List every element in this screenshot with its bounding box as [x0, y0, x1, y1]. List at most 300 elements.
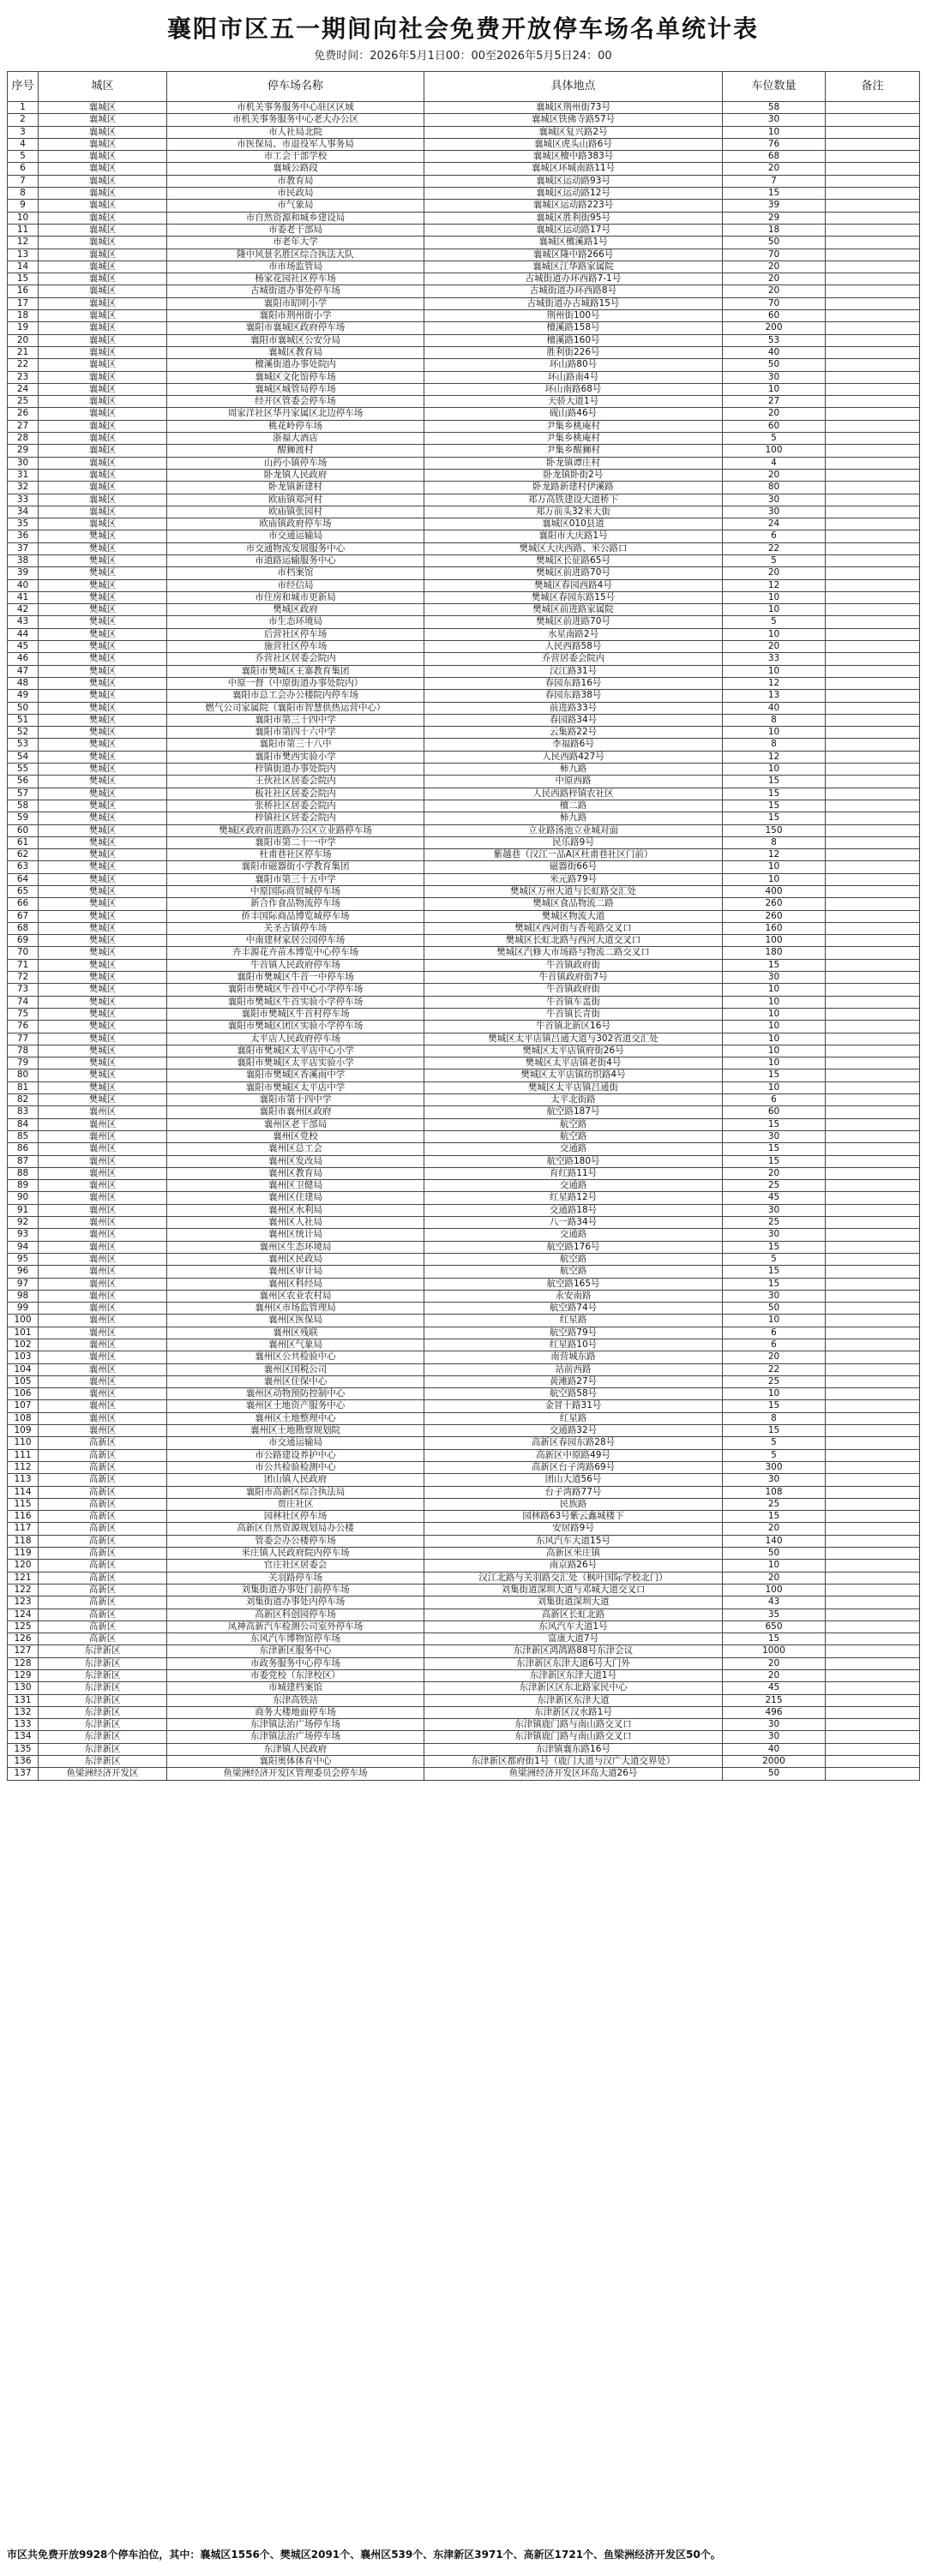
- table-row: [8, 542, 920, 554]
- table-row: [8, 1743, 920, 1755]
- cell-lot-name: 市民政局: [167, 188, 424, 200]
- cell-remarks: [826, 1535, 920, 1547]
- cell-lot-name: 关羽路停车场: [167, 1572, 424, 1584]
- cell-district: 襄州区: [39, 1130, 167, 1142]
- cell-index: 17: [8, 297, 39, 309]
- table-row: [8, 1498, 920, 1510]
- cell-location: 樊城区前进路家属院: [424, 604, 723, 616]
- cell-index: 23: [8, 371, 39, 383]
- cell-district: 襄州区: [39, 1375, 167, 1387]
- cell-lot-name: 梓镇街道办事处院内: [167, 764, 424, 776]
- cell-lot-name: 襄州区卫健局: [167, 1180, 424, 1192]
- cell-remarks: [826, 591, 920, 603]
- cell-lot-name: 周家洋社区华丹家属区北边停车场: [167, 408, 424, 420]
- cell-lot-name: 卧龙镇人民政府: [167, 469, 424, 481]
- cell-spaces: 300: [723, 1461, 826, 1473]
- cell-index: 122: [8, 1584, 39, 1596]
- cell-index: 68: [8, 922, 39, 934]
- table-row: [8, 935, 920, 947]
- cell-index: 81: [8, 1081, 39, 1093]
- cell-remarks: [826, 433, 920, 445]
- cell-lot-name: 襄阳市樊城区牛首一中停车场: [167, 972, 424, 984]
- cell-district: 襄城区: [39, 212, 167, 224]
- table-row: [8, 1130, 920, 1142]
- cell-location: 东津新区区东北路家民中心: [424, 1682, 723, 1694]
- cell-remarks: [826, 1400, 920, 1412]
- cell-index: 97: [8, 1278, 39, 1290]
- table-row: [8, 751, 920, 763]
- cell-location: 云集路22号: [424, 727, 723, 739]
- cell-location: 航空路165号: [424, 1278, 723, 1290]
- cell-index: 55: [8, 764, 39, 776]
- cell-remarks: [826, 212, 920, 224]
- cell-district: 襄州区: [39, 1339, 167, 1351]
- cell-lot-name: 襄阳市第三十八中: [167, 739, 424, 751]
- cell-district: 襄州区: [39, 1167, 167, 1179]
- cell-index: 31: [8, 469, 39, 481]
- cell-location: 东风汽车大道15号: [424, 1535, 723, 1547]
- table-row: [8, 1560, 920, 1572]
- table-row: [8, 1290, 920, 1302]
- cell-spaces: 20: [723, 1572, 826, 1584]
- table-row: [8, 1633, 920, 1645]
- cell-location: 东津镇襄东路16号: [424, 1743, 723, 1755]
- cell-lot-name: 刘集街道办事处内停车场: [167, 1597, 424, 1609]
- cell-lot-name: 市教育局: [167, 175, 424, 187]
- cell-index: 4: [8, 138, 39, 150]
- table-row: [8, 371, 920, 383]
- cell-location: 交通路: [424, 1180, 723, 1192]
- cell-location: 红星路: [424, 1412, 723, 1424]
- cell-spaces: 20: [723, 469, 826, 481]
- table-row: [8, 273, 920, 285]
- cell-location: 樊城区太平店镇吕通街: [424, 1081, 723, 1093]
- cell-remarks: [826, 677, 920, 689]
- cell-spaces: 100: [723, 935, 826, 947]
- cell-district: 东津新区: [39, 1719, 167, 1731]
- cell-location: 檀溪路158号: [424, 322, 723, 334]
- cell-spaces: 22: [723, 542, 826, 554]
- cell-district: 东津新区: [39, 1645, 167, 1657]
- cell-district: 高新区: [39, 1498, 167, 1510]
- cell-index: 30: [8, 457, 39, 469]
- cell-location: 胜利街226号: [424, 346, 723, 358]
- cell-remarks: [826, 224, 920, 236]
- cell-location: 樊城区汽修大市场路与物流二路交叉口: [424, 947, 723, 959]
- cell-location: 檀溪路160号: [424, 334, 723, 346]
- cell-remarks: [826, 1351, 920, 1363]
- cell-index: 22: [8, 359, 39, 371]
- cell-spaces: 30: [723, 114, 826, 126]
- cell-index: 64: [8, 873, 39, 885]
- cell-remarks: [826, 788, 920, 800]
- cell-district: 樊城区: [39, 641, 167, 653]
- table-row: [8, 1192, 920, 1204]
- cell-index: 5: [8, 151, 39, 163]
- cell-spaces: 58: [723, 102, 826, 114]
- cell-remarks: [826, 567, 920, 579]
- cell-district: 襄城区: [39, 151, 167, 163]
- table-header: [8, 72, 920, 102]
- cell-location: 东津新区汉水路1号: [424, 1706, 723, 1718]
- cell-index: 115: [8, 1498, 39, 1510]
- table-row: [8, 1548, 920, 1560]
- cell-remarks: [826, 690, 920, 702]
- cell-remarks: [826, 1731, 920, 1743]
- cell-spaces: 70: [723, 249, 826, 261]
- cell-district: 樊城区: [39, 1045, 167, 1057]
- cell-spaces: 160: [723, 922, 826, 934]
- cell-district: 襄州区: [39, 1425, 167, 1437]
- cell-remarks: [826, 604, 920, 616]
- cell-location: 紫越巷（汉江一品A区杜甫巷社区门前）: [424, 849, 723, 861]
- cell-district: 襄州区: [39, 1412, 167, 1424]
- cell-remarks: [826, 408, 920, 420]
- cell-location: 柿九路: [424, 764, 723, 776]
- cell-spaces: 70: [723, 297, 826, 309]
- cell-lot-name: 襄州区农业农村局: [167, 1290, 424, 1302]
- cell-lot-name: 襄州区人社局: [167, 1217, 424, 1229]
- cell-lot-name: 襄州区民政局: [167, 1253, 424, 1265]
- cell-spaces: 15: [723, 959, 826, 971]
- cell-district: 樊城区: [39, 751, 167, 763]
- cell-district: 襄城区: [39, 420, 167, 432]
- table-row: [8, 1584, 920, 1596]
- cell-index: 29: [8, 445, 39, 457]
- cell-location: 南京路26号: [424, 1560, 723, 1572]
- cell-location: 航空路58号: [424, 1388, 723, 1400]
- cell-district: 樊城区: [39, 886, 167, 898]
- cell-location: 樊城区食品物流二路: [424, 898, 723, 910]
- cell-index: 70: [8, 947, 39, 959]
- cell-index: 82: [8, 1094, 39, 1106]
- cell-lot-name: 梓镇社区居委会院内: [167, 812, 424, 824]
- cell-index: 92: [8, 1217, 39, 1229]
- cell-district: 襄城区: [39, 469, 167, 481]
- cell-lot-name: 东津高铁站: [167, 1694, 424, 1706]
- table-row: [8, 996, 920, 1008]
- cell-index: 113: [8, 1474, 39, 1486]
- cell-remarks: [826, 764, 920, 776]
- cell-index: 35: [8, 518, 39, 530]
- table-row: [8, 1437, 920, 1449]
- cell-index: 46: [8, 653, 39, 665]
- cell-remarks: [826, 1609, 920, 1620]
- cell-spaces: 108: [723, 1486, 826, 1498]
- cell-index: 87: [8, 1155, 39, 1167]
- cell-remarks: [826, 739, 920, 751]
- cell-district: 樊城区: [39, 910, 167, 922]
- cell-spaces: 10: [723, 628, 826, 640]
- cell-location: 高新区台子湾路69号: [424, 1461, 723, 1473]
- cell-lot-name: 襄州区统计局: [167, 1229, 424, 1241]
- cell-lot-name: 中南建材家居公园停车场: [167, 935, 424, 947]
- cell-district: 高新区: [39, 1560, 167, 1572]
- cell-index: 8: [8, 188, 39, 200]
- cell-spaces: 260: [723, 910, 826, 922]
- cell-lot-name: 襄阳市昭明小学: [167, 297, 424, 309]
- cell-district: 襄州区: [39, 1155, 167, 1167]
- cell-lot-name: 板社社区居委会院内: [167, 788, 424, 800]
- cell-location: 尹集乡桃庵村: [424, 420, 723, 432]
- cell-location: 天骄大道1号: [424, 396, 723, 408]
- summary-footer: 市区共免费开放9928个停车泊位，其中：襄城区1556个、樊城区2091个、襄州区539个、东津新区3971个、高新区1721个、鱼梁洲经济开发区50个。: [7, 2549, 721, 2561]
- cell-index: 130: [8, 1682, 39, 1694]
- table-row: [8, 665, 920, 677]
- table-row: [8, 1486, 920, 1498]
- cell-spaces: 215: [723, 1694, 826, 1706]
- cell-index: 60: [8, 824, 39, 836]
- cell-remarks: [826, 984, 920, 996]
- cell-district: 襄城区: [39, 163, 167, 175]
- cell-index: 83: [8, 1106, 39, 1118]
- cell-location: 樊城区万州大道与长虹路交汇处: [424, 886, 723, 898]
- cell-spaces: 8: [723, 739, 826, 751]
- cell-remarks: [826, 126, 920, 138]
- cell-location: 台子湾路77号: [424, 1486, 723, 1498]
- cell-remarks: [826, 641, 920, 653]
- cell-spaces: 4: [723, 457, 826, 469]
- cell-remarks: [826, 1363, 920, 1375]
- table-row: [8, 1057, 920, 1069]
- cell-location: 环山南路68号: [424, 383, 723, 395]
- cell-location: 团山大道56号: [424, 1474, 723, 1486]
- cell-index: 32: [8, 482, 39, 494]
- table-row: [8, 1094, 920, 1106]
- table-row: [8, 1217, 920, 1229]
- cell-index: 106: [8, 1388, 39, 1400]
- cell-lot-name: 东风汽车博物馆停车场: [167, 1633, 424, 1645]
- cell-location: 高新区长虹北路: [424, 1609, 723, 1620]
- cell-index: 117: [8, 1523, 39, 1535]
- cell-district: 高新区: [39, 1633, 167, 1645]
- table-row: [8, 163, 920, 175]
- cell-spaces: 20: [723, 261, 826, 273]
- cell-index: 53: [8, 739, 39, 751]
- cell-remarks: [826, 506, 920, 518]
- cell-index: 45: [8, 641, 39, 653]
- cell-location: 环山路80号: [424, 359, 723, 371]
- cell-remarks: [826, 151, 920, 163]
- cell-remarks: [826, 494, 920, 506]
- cell-remarks: [826, 1645, 920, 1657]
- cell-district: 襄州区: [39, 1204, 167, 1216]
- cell-spaces: 8: [723, 714, 826, 726]
- table-row: [8, 824, 920, 836]
- cell-remarks: [826, 273, 920, 285]
- cell-district: 鱼梁洲经济开发区: [39, 1768, 167, 1780]
- cell-location: 樊城区前进路70号: [424, 567, 723, 579]
- cell-remarks: [826, 383, 920, 395]
- cell-remarks: [826, 1597, 920, 1609]
- cell-index: 110: [8, 1437, 39, 1449]
- cell-remarks: [826, 1315, 920, 1327]
- cell-spaces: 13: [723, 690, 826, 702]
- table-row: [8, 114, 920, 126]
- cell-remarks: [826, 1633, 920, 1645]
- cell-location: 卧龙镇卧街2号: [424, 469, 723, 481]
- cell-remarks: [826, 554, 920, 566]
- table-row: [8, 261, 920, 273]
- cell-lot-name: 襄阳市高新区综合执法局: [167, 1486, 424, 1498]
- cell-remarks: [826, 1033, 920, 1045]
- table-row: [8, 677, 920, 689]
- cell-location: 交通路18号: [424, 1204, 723, 1216]
- cell-remarks: [826, 996, 920, 1008]
- cell-location: 牛首镇长青街: [424, 1008, 723, 1020]
- cell-location: 襄城区荆州街73号: [424, 102, 723, 114]
- cell-spaces: 5: [723, 433, 826, 445]
- cell-location: 樊城区春园西路4号: [424, 579, 723, 591]
- cell-district: 襄城区: [39, 273, 167, 285]
- cell-remarks: [826, 959, 920, 971]
- cell-district: 樊城区: [39, 542, 167, 554]
- cell-district: 樊城区: [39, 935, 167, 947]
- cell-lot-name: 牛首镇人民政府停车场: [167, 959, 424, 971]
- cell-remarks: [826, 1743, 920, 1755]
- free-period: 免费时间：2026年5月1日00：00至2026年5月5日24：00: [314, 50, 612, 63]
- cell-index: 126: [8, 1633, 39, 1645]
- cell-district: 高新区: [39, 1486, 167, 1498]
- cell-lot-name: 市政务服务中心停车场: [167, 1657, 424, 1669]
- cell-location: 东津新区东津大道1号: [424, 1670, 723, 1682]
- cell-location: 安居路9号: [424, 1523, 723, 1535]
- cell-location: 东津新区都府街1号（鹿门大道与汉广大道交界处）: [424, 1756, 723, 1768]
- cell-lot-name: 鱼梁洲经济开发区管理委员会停车场: [167, 1768, 424, 1780]
- cell-lot-name: 市公共检验检测中心: [167, 1461, 424, 1473]
- cell-location: 荆州街100号: [424, 310, 723, 322]
- cell-index: 44: [8, 628, 39, 640]
- cell-remarks: [826, 1584, 920, 1596]
- cell-index: 39: [8, 567, 39, 579]
- cell-index: 112: [8, 1461, 39, 1473]
- cell-district: 东津新区: [39, 1756, 167, 1768]
- cell-location: 襄城区运动路223号: [424, 200, 723, 212]
- cell-spaces: 15: [723, 1069, 826, 1081]
- cell-spaces: 10: [723, 727, 826, 739]
- cell-spaces: 30: [723, 1229, 826, 1241]
- cell-lot-name: 市公路建设养护中心: [167, 1449, 424, 1461]
- cell-district: 东津新区: [39, 1670, 167, 1682]
- cell-location: 樊城区春园东路15号: [424, 591, 723, 603]
- cell-district: 襄州区: [39, 1266, 167, 1278]
- cell-lot-name: 檀溪街道办事处院内: [167, 359, 424, 371]
- cell-spaces: 10: [723, 1021, 826, 1033]
- cell-district: 樊城区: [39, 972, 167, 984]
- cell-district: 樊城区: [39, 898, 167, 910]
- cell-lot-name: 襄城公路段: [167, 163, 424, 175]
- cell-location: 樊城区太平店镇纺织路4号: [424, 1069, 723, 1081]
- cell-remarks: [826, 1192, 920, 1204]
- cell-location: 卧龙镇谭庄村: [424, 457, 723, 469]
- cell-location: 东津新区东津大道: [424, 1694, 723, 1706]
- cell-location: 富康大道7号: [424, 1633, 723, 1645]
- cell-lot-name: 襄州区气象局: [167, 1339, 424, 1351]
- cell-index: 76: [8, 1021, 39, 1033]
- cell-remarks: [826, 1706, 920, 1718]
- cell-lot-name: 襄阳市襄州区政府: [167, 1106, 424, 1118]
- table-row: [8, 972, 920, 984]
- cell-index: 15: [8, 273, 39, 285]
- cell-remarks: [826, 175, 920, 187]
- cell-location: 樊城区太平店镇吕通大道与302省道交汇处: [424, 1033, 723, 1045]
- cell-index: 7: [8, 175, 39, 187]
- cell-district: 襄州区: [39, 1327, 167, 1339]
- cell-remarks: [826, 1461, 920, 1473]
- cell-spaces: 5: [723, 616, 826, 628]
- cell-location: 东津镇鹿门路与南山路交叉口: [424, 1731, 723, 1743]
- cell-index: 86: [8, 1143, 39, 1155]
- cell-location: 航空路176号: [424, 1241, 723, 1253]
- cell-location: 春园路34号: [424, 714, 723, 726]
- cell-remarks: [826, 1008, 920, 1020]
- cell-lot-name: 市委老干部局: [167, 224, 424, 236]
- table-row: [8, 1180, 920, 1192]
- cell-remarks: [826, 1143, 920, 1155]
- cell-remarks: [826, 1694, 920, 1706]
- cell-location: 襄城区010县道: [424, 518, 723, 530]
- cell-lot-name: 襄阳市樊城区太平店实验小学: [167, 1057, 424, 1069]
- cell-district: 樊城区: [39, 1008, 167, 1020]
- cell-remarks: [826, 249, 920, 261]
- table-row: [8, 567, 920, 579]
- cell-location: 樊城区大庆西路、米公路口: [424, 542, 723, 554]
- cell-index: 26: [8, 408, 39, 420]
- cell-lot-name: 襄阳市襄城区公安分局: [167, 334, 424, 346]
- cell-remarks: [826, 542, 920, 554]
- cell-location: 水星南路2号: [424, 628, 723, 640]
- table-row: [8, 641, 920, 653]
- cell-district: 襄城区: [39, 322, 167, 334]
- table-row: [8, 800, 920, 812]
- table-row: [8, 554, 920, 566]
- cell-spaces: 60: [723, 420, 826, 432]
- cell-spaces: 10: [723, 1033, 826, 1045]
- cell-remarks: [826, 1388, 920, 1400]
- cell-spaces: 180: [723, 947, 826, 959]
- cell-district: 襄州区: [39, 1118, 167, 1130]
- cell-lot-name: 樊城区政府前进路办公区立业路停车场: [167, 824, 424, 836]
- cell-lot-name: 襄州区住保中心: [167, 1375, 424, 1387]
- cell-remarks: [826, 1375, 920, 1387]
- cell-index: 132: [8, 1706, 39, 1718]
- cell-spaces: 8: [723, 836, 826, 848]
- table-row: [8, 445, 920, 457]
- page-title: 襄阳市区五一期间向社会免费开放停车场名单统计表: [166, 15, 759, 43]
- cell-spaces: 30: [723, 1290, 826, 1302]
- cell-lot-name: 东津镇法治广场停车场: [167, 1719, 424, 1731]
- table-row: [8, 959, 920, 971]
- cell-spaces: 10: [723, 1560, 826, 1572]
- cell-lot-name: 市住房和城市更新局: [167, 591, 424, 603]
- table-row: [8, 1315, 920, 1327]
- cell-district: 襄州区: [39, 1106, 167, 1118]
- cell-spaces: 20: [723, 1523, 826, 1535]
- cell-location: 襄城区胜利街95号: [424, 212, 723, 224]
- cell-index: 12: [8, 237, 39, 249]
- table-row: [8, 1412, 920, 1424]
- cell-district: 樊城区: [39, 530, 167, 542]
- cell-lot-name: 襄阳奥体体育中心: [167, 1756, 424, 1768]
- cell-lot-name: 市道路运输服务中心: [167, 554, 424, 566]
- cell-spaces: 200: [723, 322, 826, 334]
- cell-location: 襄城区隆中路266号: [424, 249, 723, 261]
- cell-spaces: 100: [723, 445, 826, 457]
- cell-spaces: 25: [723, 1498, 826, 1510]
- cell-remarks: [826, 1155, 920, 1167]
- cell-spaces: 60: [723, 1106, 826, 1118]
- table-row: [8, 408, 920, 420]
